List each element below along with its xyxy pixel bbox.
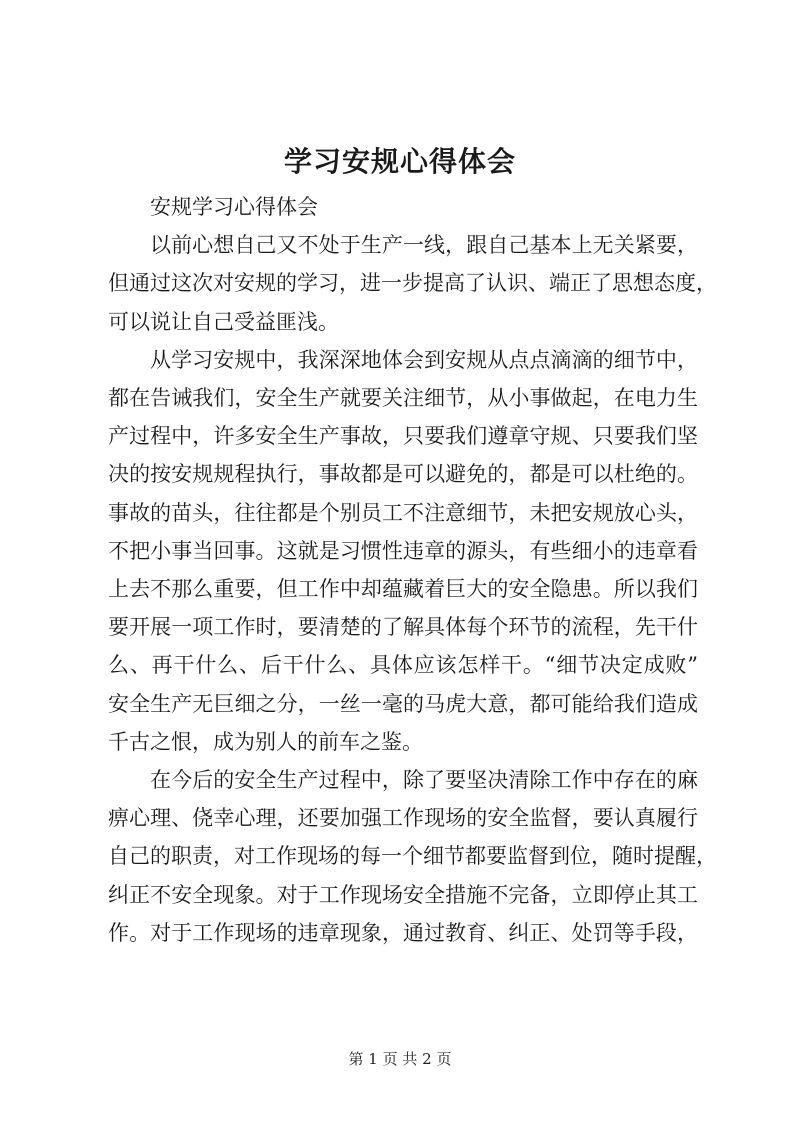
paragraph-line: 安全生产无巨细之分，一丝一毫的马虎大意，都可能给我们造成 xyxy=(108,691,698,716)
paragraph-line: 痹心理、侥幸心理，还要加强工作现场的安全监督，要认真履行 xyxy=(108,806,698,831)
paragraph-line: 事故的苗头，往往都是个别员工不注意细节，未把安规放心头， xyxy=(108,500,698,525)
paragraph xyxy=(108,761,717,952)
paragraph-line: 自己的职责，对工作现场的每一个细节都要监督到位，随时提醒， xyxy=(108,844,717,869)
paragraph-line: 么、再干什么、后干什么、具体应该怎样干。“细节决定成败” xyxy=(108,653,698,678)
paragraph xyxy=(108,188,698,226)
paragraph-line: 产过程中，许多安全生产事故，只要我们遵章守规、只要我们坚 xyxy=(108,424,698,449)
paragraph-line: 以前心想自己又不处于生产一线，跟自己基本上无关紧要， xyxy=(150,233,698,258)
paragraph-line: 从学习安规中，我深深地体会到安规从点点滴滴的细节中， xyxy=(150,347,698,372)
paragraph-line: 上去不那么重要，但工作中却蕴藏着巨大的安全隐患。所以我们 xyxy=(108,577,698,602)
paragraph-line: 作。对于工作现场的违章现象，通过教育、纠正、处罚等手段， xyxy=(108,920,698,945)
paragraph-line: 都在告诫我们，安全生产就要关注细节，从小事做起，在电力生 xyxy=(108,386,698,411)
page-footer: 第 1 页 共 2 页 xyxy=(348,1050,452,1068)
paragraph xyxy=(108,226,717,341)
paragraph-line: 可以说让自己受益匪浅。 xyxy=(108,309,339,334)
document-body xyxy=(108,188,717,952)
paragraph-line: 纠正不安全现象。对于工作现场安全措施不完备，立即停止其工 xyxy=(108,882,698,907)
page-title: 学习安规心得体会 xyxy=(283,145,516,178)
paragraph-line: 千古之恨，成为别人的前车之鉴。 xyxy=(108,729,423,754)
paragraph-line: 决的按安规规程执行，事故都是可以避免的，都是可以杜绝的。 xyxy=(108,462,698,487)
paragraph-line: 要开展一项工作时，要清楚的了解具体每个环节的流程，先干什 xyxy=(108,615,698,640)
paragraph-line: 在今后的安全生产过程中，除了要坚决清除工作中存在的麻 xyxy=(150,768,698,793)
paragraph-line: 安规学习心得体会 xyxy=(150,195,318,219)
paragraph xyxy=(108,341,698,761)
paragraph-line: 不把小事当回事。这就是习惯性违章的源头，有些细小的违章看 xyxy=(108,538,698,563)
paragraph-line: 但通过这次对安规的学习，进一步提高了认识、端正了思想态度， xyxy=(108,271,717,296)
